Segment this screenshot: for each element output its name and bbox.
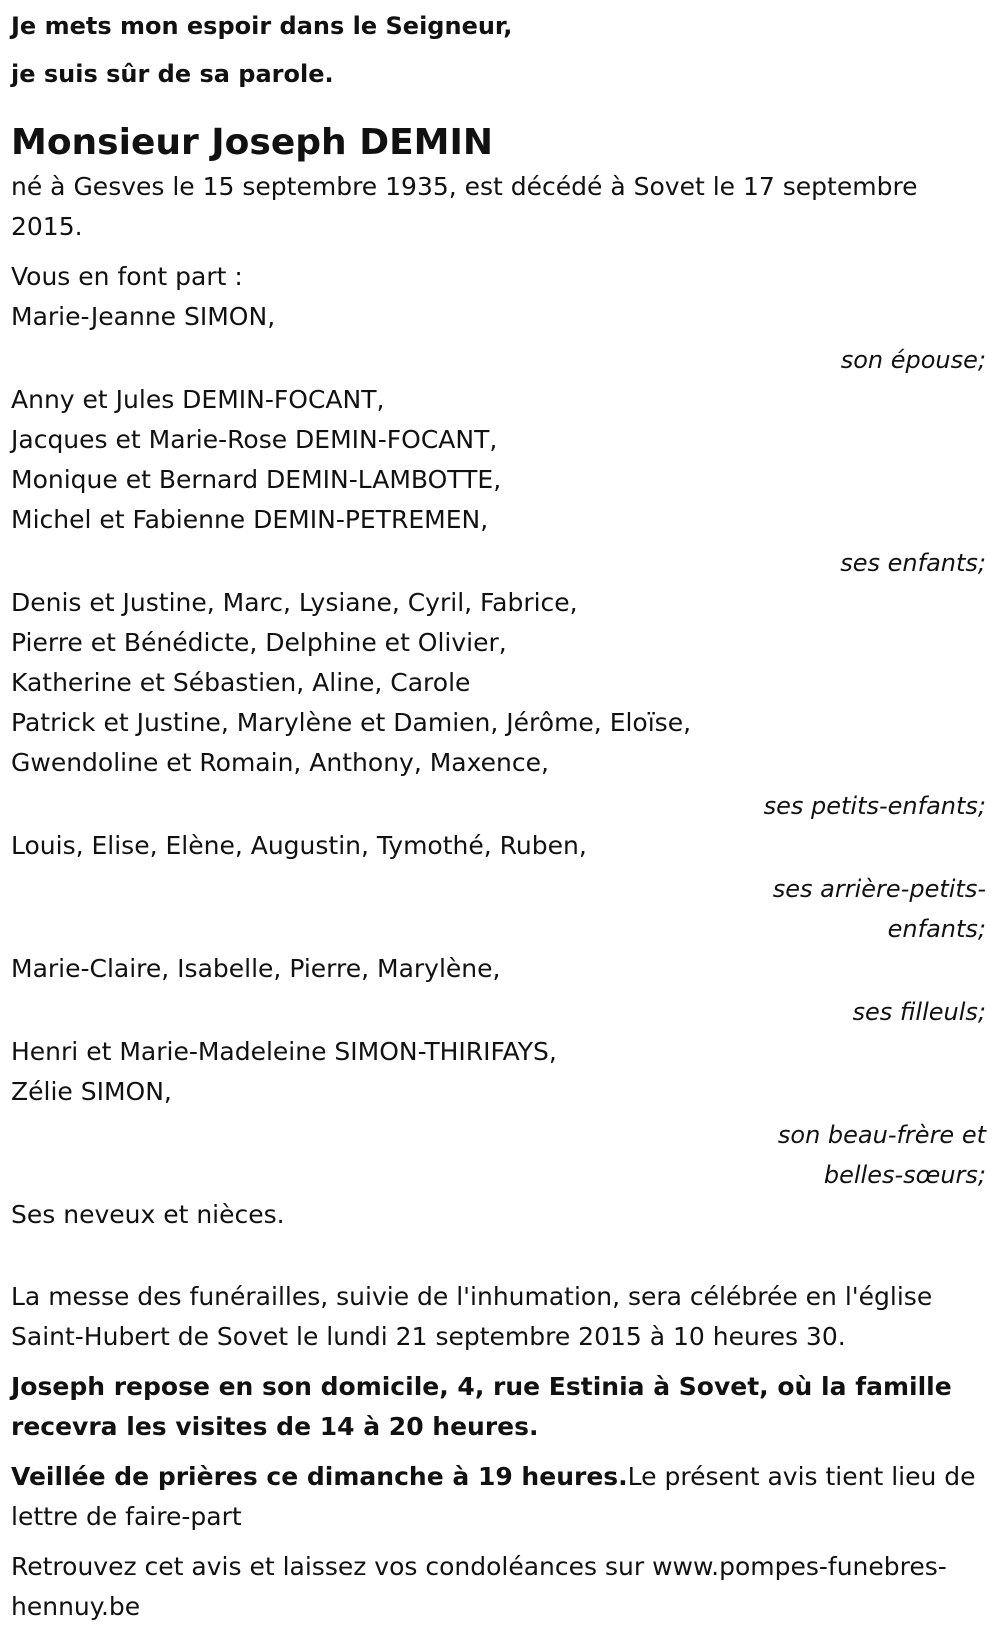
deceased-name: Monsieur Joseph DEMIN — [11, 122, 494, 163]
obituary-notice — [0, 2, 1000, 1627]
family-group-grandchildren — [11, 583, 986, 826]
family-name-line: Jacques et Marie-Rose DEMIN-FOCANT, — [11, 425, 498, 454]
family-name-line: Pierre et Bénédicte, Delphine et Olivier, — [11, 628, 507, 657]
vigil-notice-text: Le présent avis tient lieu de lettre de faire-part — [11, 1462, 976, 1531]
relation-label: ses petits-enfants; — [763, 792, 986, 820]
family-name-line: Monique et Bernard DEMIN-LAMBOTTE, — [11, 465, 502, 494]
family-name-line: Louis, Elise, Elène, Augustin, Tymothé, Ruben, — [11, 831, 587, 860]
family-group-godchildren — [11, 949, 986, 1032]
family-name-line: Anny et Jules DEMIN-FOCANT, — [11, 385, 385, 414]
verse-line-2: je suis sûr de sa parole. — [11, 60, 334, 88]
nephews-nieces: Ses neveux et nièces. — [11, 1200, 285, 1229]
funeral-mass-info: La messe des funérailles, suivie de l'inhumation, sera célébrée en l'église Saint-Hubert de Sovet le lundi 21 septembre 2015 à 10 heures 30. — [11, 1282, 933, 1351]
family-name-line: Katherine et Sébastien, Aline, Carole — [11, 668, 471, 697]
relation-label: ses enfants; — [840, 549, 986, 577]
verse — [11, 2, 986, 98]
family-group-in-laws — [11, 1032, 986, 1195]
family-group-great-grandchildren — [11, 826, 986, 949]
relation-label: son beau-frère et belles-sœurs; — [777, 1121, 986, 1189]
announcement-intro: Vous en font part : — [11, 262, 243, 291]
family-group-children — [11, 380, 986, 583]
family-name-line: Marie-Claire, Isabelle, Pierre, Marylène, — [11, 954, 501, 983]
relation-label: son épouse; — [840, 346, 986, 374]
family-name-line: Henri et Marie-Madeleine SIMON-THIRIFAYS, — [11, 1037, 557, 1066]
relation-label: ses filleuls; — [852, 998, 986, 1026]
relation-label: ses arrière-petits-enfants; — [772, 875, 986, 943]
family-name-line: Michel et Fabienne DEMIN-PETREMEN, — [11, 505, 489, 534]
family-group-spouse — [11, 297, 986, 380]
visitation-info: Joseph repose en son domicile, 4, rue Estinia à Sovet, où la famille recevra les visites de 14 à 20 heures. — [11, 1372, 952, 1441]
birth-death-statement: né à Gesves le 15 septembre 1935, est décédé à Sovet le 17 septembre 2015. — [11, 172, 918, 241]
verse-line-1: Je mets mon espoir dans le Seigneur, — [11, 12, 513, 40]
vigil-bold-text: Veillée de prières ce dimanche à 19 heures. — [11, 1462, 628, 1491]
family-name-line: Marie-Jeanne SIMON, — [11, 302, 276, 331]
family-name-line: Denis et Justine, Marc, Lysiane, Cyril, Fabrice, — [11, 588, 578, 617]
family-name-line: Zélie SIMON, — [11, 1077, 172, 1106]
vigil-info — [11, 1457, 986, 1537]
family-name-line: Gwendoline et Romain, Anthony, Maxence, — [11, 748, 549, 777]
family-name-line: Patrick et Justine, Marylène et Damien, Jérôme, Eloïse, — [11, 708, 692, 737]
condolences-website: Retrouvez cet avis et laissez vos condoléances sur www.pompes-funebres-hennuy.be — [11, 1552, 947, 1621]
